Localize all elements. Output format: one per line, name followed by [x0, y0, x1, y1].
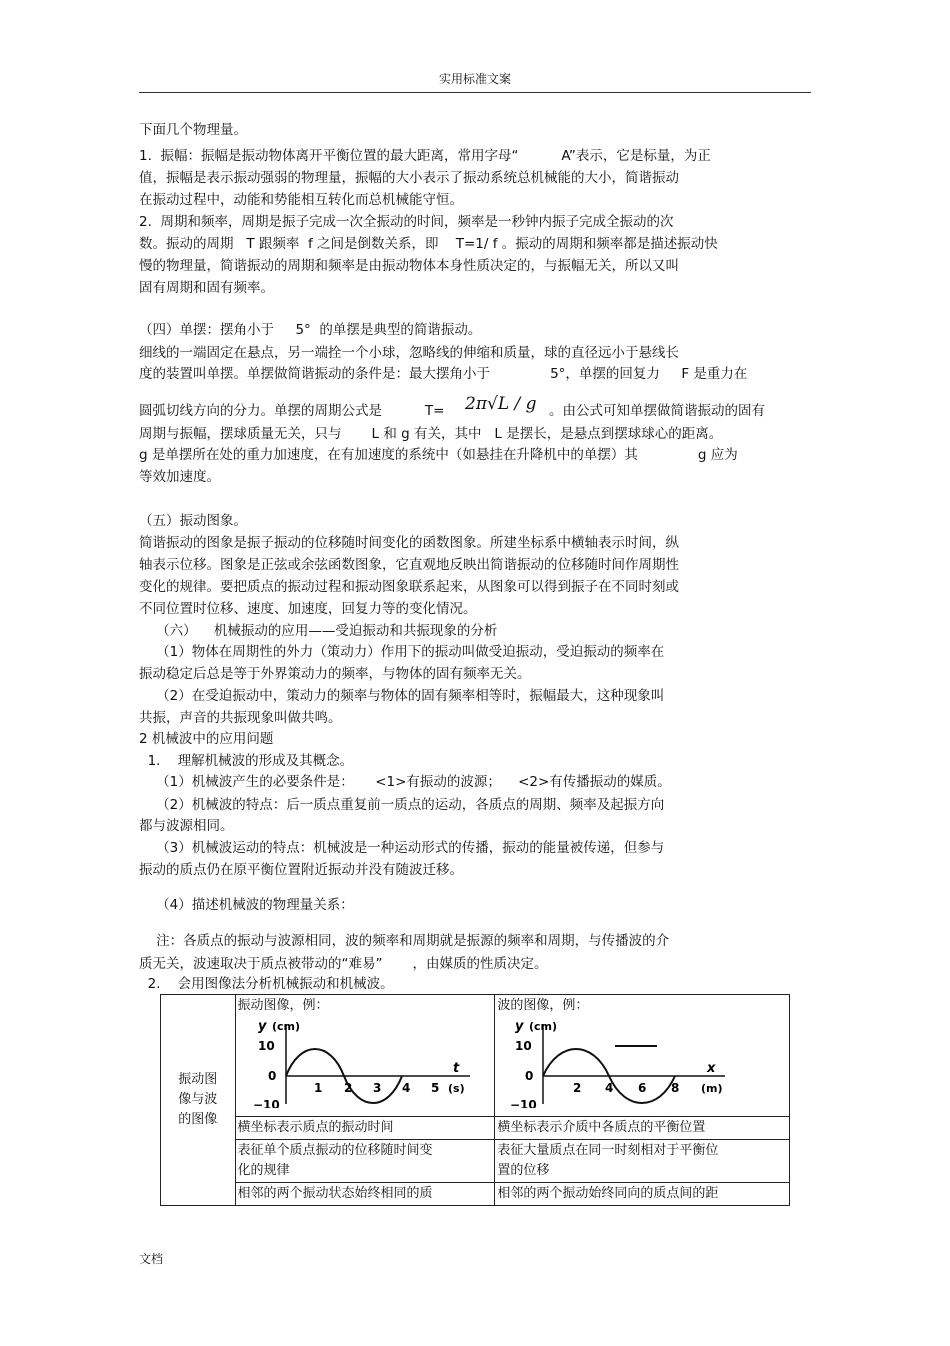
wave-graph-title: 波的图像，例： — [497, 998, 589, 1013]
wave-y-unit: (cm) — [529, 1020, 558, 1033]
text-line: 周期与振幅，摆球质量无关，只与 L 和 g 有关，其中 L 是摆长，是悬点到摆球球心的距离。 — [139, 426, 723, 442]
table-cell-line: 置的位移 — [497, 1163, 550, 1178]
vibration-graph-cell — [235, 995, 495, 1117]
text-line: 等效加速度。 — [139, 469, 220, 485]
text-line: （4）描述机械波的物理量关系： — [139, 897, 354, 913]
wave-y-tick: −10 — [510, 1098, 538, 1108]
text-line: 圆弧切线方向的分力。单摆的周期公式是 T= — [139, 403, 445, 419]
text-line: 固有周期和固有频率。 — [139, 280, 274, 296]
wave-graph-cell — [495, 995, 790, 1117]
text-line: （2）在受迫振动中，策动力的频率与物体的固有频率相等时，振幅最大，这种现象叫 — [139, 688, 665, 704]
text-line: 共振，声音的共振现象叫做共鸣。 — [139, 710, 342, 726]
wave-x-label: x — [707, 1061, 716, 1076]
wave-x-tick: 4 — [605, 1081, 614, 1095]
text-line: 振动稳定后总是等于外界策动力的频率，与物体的固有频率无关。 — [139, 666, 531, 682]
text-line: 变化的规律。要把质点的振动过程和振动图象联系起来，从图象可以得到振子在不同时刻或 — [139, 579, 679, 595]
vibration-y-tick: 0 — [267, 1069, 276, 1083]
vibration-x-tick: 4 — [401, 1081, 410, 1095]
pendulum-period-formula: 2π√L / g — [465, 394, 537, 414]
text-line: 。由公式可知单摆做简谐振动的固有 — [549, 403, 765, 419]
side-label-line: 的图像 — [178, 1112, 218, 1127]
vibration-x-tick: 1 — [313, 1081, 322, 1095]
vibration-x-tick: 2 — [343, 1081, 352, 1095]
text-line: 不同位置时位移、速度、加速度，回复力等的变化情况。 — [139, 601, 477, 617]
text-line: 值，振幅是表示振动强弱的物理量，振幅的大小表示了振动系统总机械能的大小，简谐振动 — [139, 170, 679, 186]
text-line: （四）单摆：摆角小于 5° 的单摆是典型的简谐振动。 — [139, 322, 482, 338]
text-line: 轴表示位移。图象是正弦或余弦函数图象，它直观地反映出简谐振动的位移随时间作周期性 — [139, 557, 679, 573]
table-cell — [495, 1140, 790, 1183]
text-line: （六） 机械振动的应用——受迫振动和共振现象的分析 — [139, 623, 498, 639]
vibration-x-tick: 3 — [372, 1081, 381, 1095]
text-line: 下面几个物理量。 — [139, 122, 247, 138]
text-line: （1）机械波产生的必要条件是： <1>有振动的波源； <2>有传播振动的媒质。 — [139, 774, 671, 790]
header-rule — [139, 92, 811, 93]
text-line: 质无关，波速取决于质点被带动的“难易” ，由媒质的性质决定。 — [139, 956, 548, 972]
text-line: 2 机械波中的应用问题 — [139, 731, 274, 747]
table-cell-line: 化的规律 — [237, 1163, 290, 1178]
table-cell — [235, 1140, 495, 1183]
table-cell: 横坐标表示介质中各质点的平衡位置 — [495, 1117, 790, 1140]
text-line: 在振动过程中，动能和势能相互转化而总机械能守恒。 — [139, 192, 463, 208]
table-cell: 横坐标表示质点的振动时间 — [235, 1117, 495, 1140]
text-line: 细线的一端固定在悬点，另一端拴一个小球，忽略线的伸缩和质量，球的直径远小于悬线长 — [139, 345, 679, 361]
vibration-graph-title: 振动图像，例： — [237, 998, 329, 1013]
page-header: 实用标准文案 — [438, 72, 511, 86]
vibration-y-tick: 10 — [257, 1039, 275, 1053]
side-label-line: 振动图 — [178, 1072, 218, 1087]
vibration-y-tick: −10 — [252, 1098, 280, 1108]
table-cell: 相邻的两个振动始终同向的质点间的距 — [495, 1183, 790, 1206]
text-line: 1. 理解机械波的形成及其概念。 — [139, 753, 354, 769]
vibration-x-unit: (s) — [447, 1082, 465, 1095]
text-line: 注：各质点的振动与波源相同，波的频率和周期就是振源的频率和周期，与传播波的介 — [139, 933, 670, 949]
vibration-x-label: t — [452, 1061, 459, 1076]
text-line: 简谐振动的图象是振子振动的位移随时间变化的函数图象。所建坐标系中横轴表示时间，纵 — [139, 535, 679, 551]
table-cell-line: 表征单个质点振动的位移随时间变 — [237, 1143, 433, 1158]
text-line: （3）机械波运动的特点：机械波是一种运动形式的传播，振动的能量被传递，但参与 — [139, 840, 665, 856]
page-footer: 文档 — [139, 1252, 164, 1266]
table-cell: 相邻的两个振动状态始终相同的质 — [235, 1183, 495, 1206]
text-line: 数。振动的周期 T 跟频率 f 之间是倒数关系，即 T=1/ f 。振动的周期和频率都是描述振动快 — [139, 236, 718, 252]
text-line: 振动的质点仍在原平衡位置附近振动并没有随波迁移。 — [139, 862, 463, 878]
table-cell-line: 表征大量质点在同一时刻相对于平衡位 — [497, 1143, 719, 1158]
vibration-y-unit: (cm) — [271, 1020, 300, 1033]
wave-x-tick: 8 — [671, 1081, 680, 1095]
text-line: 1. 振幅：振幅是振动物体离开平衡位置的最大距离，常用字母“ A”表示，它是标量，为正 — [139, 148, 711, 164]
text-line: （1）物体在周期性的外力（策动力）作用下的振动叫做受迫振动，受迫振动的频率在 — [139, 644, 665, 660]
wave-x-unit: (m) — [701, 1082, 723, 1095]
text-line: 慢的物理量，简谐振动的周期和频率是由振动物体本身性质决定的，与振幅无关，所以又叫 — [139, 258, 679, 274]
wave-y-tick: 10 — [515, 1039, 533, 1053]
wave-x-tick: 2 — [573, 1081, 582, 1095]
wave-y-label: y — [515, 1019, 524, 1034]
table-side-label — [161, 995, 236, 1206]
text-line: 都与波源相同。 — [139, 818, 234, 834]
wave-graph — [497, 1016, 737, 1108]
vibration-x-tick: 5 — [430, 1081, 439, 1095]
text-line: 度的装置叫单摆。单摆做简谐振动的条件是：最大摆角小于 5°，单摆的回复力 F 是重力在 — [139, 366, 748, 382]
vibration-graph — [238, 1016, 478, 1108]
text-line: 2. 周期和频率，周期是振子完成一次全振动的时间，频率是一秒钟内振子完成全振动的次 — [139, 214, 674, 230]
comparison-table — [160, 994, 790, 1206]
side-label-line: 像与波 — [178, 1092, 218, 1107]
text-line: （五）振动图象。 — [139, 513, 247, 529]
wave-y-tick: 0 — [525, 1069, 534, 1083]
wave-x-tick: 6 — [638, 1081, 647, 1095]
text-line: 2. 会用图像法分析机械振动和机械波。 — [139, 976, 394, 992]
text-line: （2）机械波的特点：后一质点重复前一质点的运动，各质点的周期、频率及起振方向 — [139, 797, 665, 813]
vibration-y-label: y — [257, 1019, 267, 1034]
text-line: g 是单摆所在处的重力加速度，在有加速度的系统中（如悬挂在升降机中的单摆）其 g 应为 — [139, 447, 738, 463]
